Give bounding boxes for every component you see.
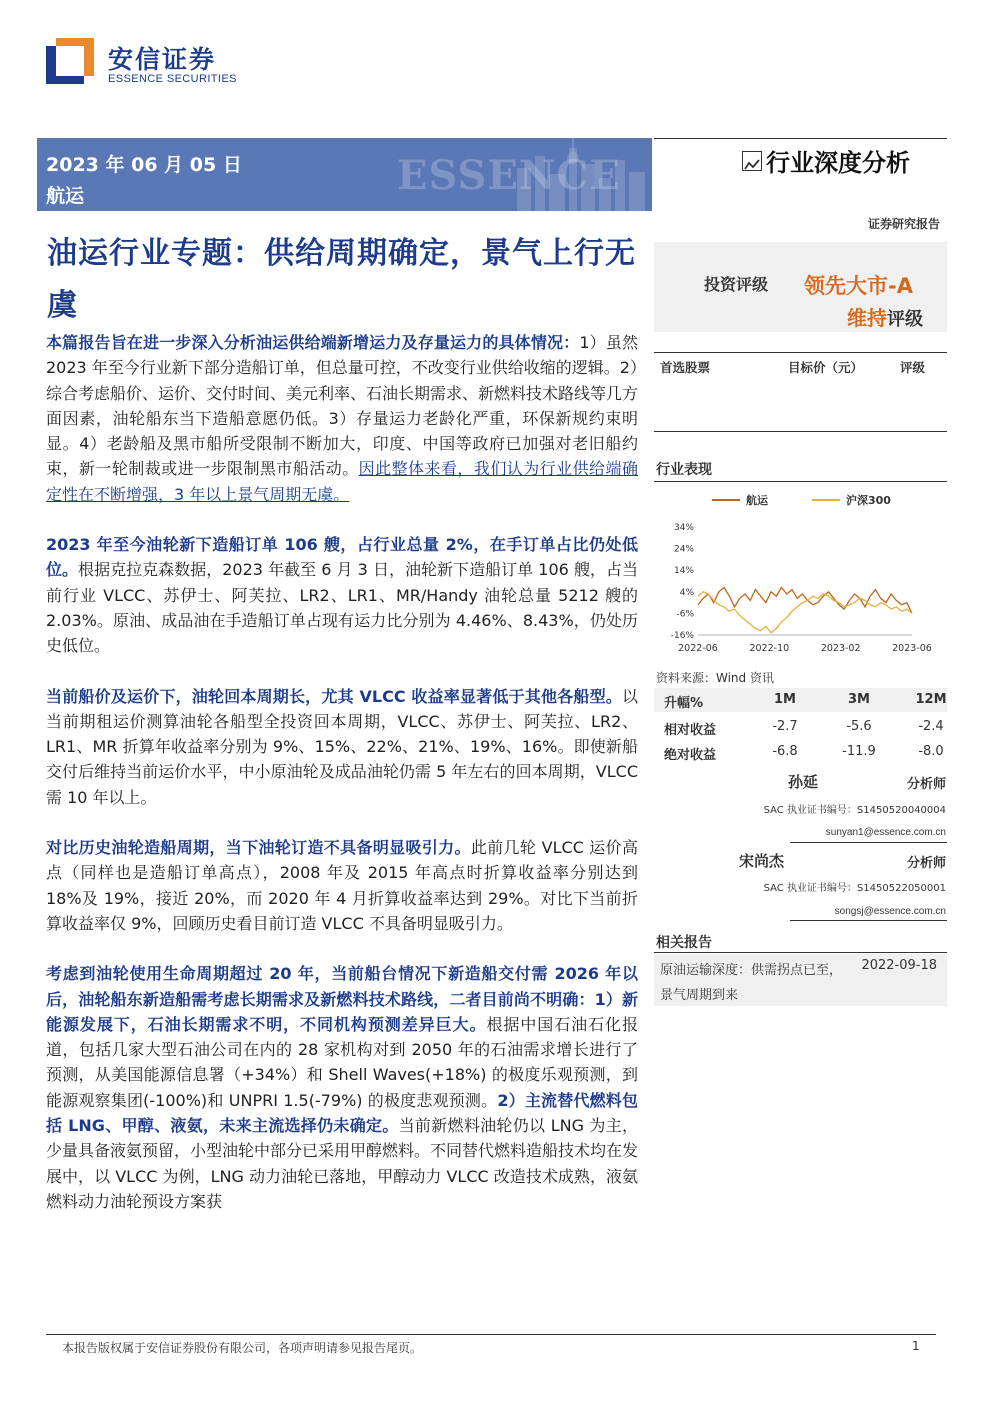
rating-value: 领先大市-A — [804, 274, 913, 298]
trend-chart-icon — [742, 151, 762, 171]
rating-maintain-prefix: 维持 — [847, 306, 887, 330]
report-title: 油运行业专题：供给周期确定，景气上行无虞 — [47, 236, 636, 323]
analyst-role: 分析师 — [906, 777, 946, 792]
footer-divider — [46, 1334, 936, 1335]
paragraph-text: 根据克拉克森数据，2023 年截至 6 月 3 日，油轮新下造船订单 106 艘，占当前行业 VLCC、苏伊士、阿芙拉、LR2、LR1、MR/Handy 油轮总量 5212 艘的 2.03%。原油、成品油在手造船订单占现有运力比分别为 4.46%、8.43%，仍处历史低位。 — [46, 560, 638, 656]
perf-cell: -5.6 — [846, 719, 872, 734]
paragraph-text: 1）虽然 2023 年至今行业新下部分造船订单，但总量可控，不改变行业供给收缩的逻辑。2）综合考虑船价、运价、交付时间、美元利率、石油长期需求、新燃料技术路线等几方面因素，油轮船东当下造船意愿仍低。3）存量运力老龄化严重，环保新规约束明显。4）老龄船及黑市船所受限制不断加大，印度、中国等政府已加强对老旧船约束，新一轮制裁或进一步限制黑市船活动。 — [46, 333, 639, 479]
report-date: 2023 年 06 月 05 日 — [46, 154, 242, 176]
analyst-role: 分析师 — [906, 856, 946, 871]
body-paragraph — [46, 330, 638, 507]
analyst-email[interactable]: sunyan1@essence.com.cn — [825, 827, 946, 838]
analyst-name: 孙延 — [788, 773, 819, 791]
stock-col-target: 目标价（元） — [788, 360, 864, 375]
paragraph-text-2: 当前新燃料油轮仍以 LNG 为主，少量具备液氨预留，小型油轮中部分已采用甲醇燃料。不同替代燃料造船技术均在发展中，以 VLCC 为例，LNG 动力油轮已落地，甲醇动力 VLCC 改造技术成熟，液氨燃料动力油轮预设方案获 — [46, 1116, 639, 1211]
related-section-title: 相关报告 — [656, 935, 712, 951]
y-tick-label: -16% — [670, 631, 694, 641]
analyst-divider — [790, 842, 947, 843]
stock-table-bottom-line — [654, 431, 947, 432]
footer-disclaimer: 本报告版权属于安信证券股份有限公司，各项声明请参见报告尾页。 — [62, 1341, 423, 1355]
paragraph-text: 此前几轮 VLCC 运价高点（同样也是造船订单高点），2008 年及 2015 年高点时折算收益率分别达到 18%及 19%，接近 20%，而 2020 年 4 月折算收益率达到 29%。对比下当前折算收益率仅 9%，回顾历史看目前订造 VLCC 不具备明显吸引力。 — [46, 838, 638, 933]
body-paragraph — [46, 961, 638, 1214]
report-body — [46, 330, 638, 1239]
report-type — [742, 143, 910, 178]
y-tick-label: -6% — [676, 609, 694, 620]
logo-name-cn: 安信证券 — [108, 45, 217, 74]
analyst-name: 宋尚杰 — [739, 852, 785, 870]
legend-label: 航运 — [746, 494, 768, 507]
perf-cell: -11.9 — [842, 744, 876, 759]
logo — [46, 38, 246, 92]
header-divider — [654, 138, 947, 139]
y-tick-label: 14% — [673, 566, 694, 577]
x-tick-label: 2023-06 — [892, 643, 932, 654]
y-tick-label: 4% — [679, 587, 694, 598]
related-report-date: 2022-09-18 — [861, 958, 937, 973]
table-row — [654, 740, 947, 764]
paragraph-lead-2: 2）主流替代燃料包括 LNG、甲醇、液氨，未来主流选择仍未确定。 — [46, 1090, 638, 1136]
x-tick-label: 2023-02 — [820, 643, 861, 654]
analyst-cert: SAC 执业证书编号：S1450520040004 — [763, 805, 946, 816]
x-tick-label: 2022-06 — [678, 643, 718, 654]
analyst-cert: SAC 执业证书编号：S1450522050001 — [763, 883, 946, 894]
perf-section-title: 行业表现 — [656, 462, 712, 478]
y-tick-label: 24% — [673, 544, 694, 555]
report-sector: 航运 — [46, 185, 85, 207]
stock-col-rating: 评级 — [900, 360, 926, 375]
paragraph-lead: 考虑到油轮使用生命周期超过 20 年，当前船台情况下新造船交付需 2026 年以后，油轮船东新造船需考虑长期需求及新燃料技术路线，二者目前尚不明确：1）新能源发展下，石油长期需求不明，不同机构预测差异巨大。 — [46, 964, 638, 1034]
analyst-divider — [790, 920, 947, 921]
legend-label: 沪深300 — [846, 494, 891, 507]
page-number: 1 — [912, 1339, 920, 1353]
perf-cell: -2.4 — [918, 719, 944, 734]
band-watermark: ESSENCE — [397, 152, 621, 199]
report-type-label: 行业深度分析 — [766, 149, 910, 177]
body-paragraph — [46, 684, 638, 810]
body-paragraph — [46, 532, 638, 658]
industry-performance-chart — [654, 487, 947, 662]
perf-row-label: 相对收益 — [664, 723, 717, 738]
perf-divider — [654, 481, 947, 482]
body-paragraph — [46, 835, 638, 936]
report-subtype: 证券研究报告 — [867, 217, 940, 231]
perf-row-label: 绝对收益 — [664, 748, 717, 763]
rating-maintain — [847, 302, 923, 331]
perf-header-12m: 12M — [915, 692, 947, 707]
perf-cell: -8.0 — [918, 744, 944, 759]
related-report-item[interactable] — [654, 954, 947, 1006]
y-tick-label: 34% — [673, 523, 694, 533]
rating-label: 投资评级 — [704, 275, 769, 294]
stock-table-top-line — [654, 352, 947, 353]
paragraph-conclusion: 因此整体来看，我们认为行业供给端确定性在不断增强，3 年以上景气周期无虞。 — [46, 459, 638, 504]
perf-header-label: 升幅% — [664, 696, 704, 711]
stock-col-name: 首选股票 — [660, 360, 711, 375]
paragraph-lead: 当前船价及运价下，油轮回本周期长，尤其 VLCC 收益率显著低于其他各船型。 — [46, 686, 622, 706]
perf-header-1m: 1M — [774, 692, 796, 707]
related-report-title[interactable]: 原油运输深度：供需拐点已至，景气周期到来 — [660, 963, 843, 1003]
paragraph-text: 以当前期租运价测算油轮各船型全投资回本周期，VLCC、苏伊士、阿芙拉、LR2、LR1、MR 折算年收益率分别为 9%、15%、22%、21%、19%、16%。即使新船交付后维持当前运价水平，中小原油轮及成品油轮仍需 5 年左右的回本周期，VLCC 需 10 年以上。 — [46, 686, 638, 807]
table-row — [654, 715, 947, 739]
analyst-email[interactable]: songsj@essence.com.cn — [834, 906, 946, 917]
essence-logo-icon — [46, 38, 94, 88]
perf-cell: -2.7 — [772, 719, 798, 734]
chart-source: 资料来源：Wind 资讯 — [656, 671, 774, 685]
series-line — [698, 588, 912, 614]
logo-name-en: ESSENCE SECURITIES — [108, 73, 237, 85]
perf-cell: -6.8 — [772, 744, 798, 759]
paragraph-lead: 对比历史油轮造船周期，当下油轮订造不具备明显吸引力。 — [46, 838, 471, 858]
perf-table-header — [654, 688, 947, 712]
x-tick-label: 2022-10 — [749, 643, 790, 654]
paragraph-lead: 本篇报告旨在进一步深入分析油运供给端新增运力及存量运力的具体情况： — [46, 333, 580, 352]
perf-header-3m: 3M — [848, 692, 870, 707]
rating-maintain-suffix: 评级 — [887, 309, 923, 330]
paragraph-text: 根据中国石油石化报道，包括几家大型石油公司在内的 28 家机构对到 2050 年的石油需求增长进行了预测，从美国能源信息署（+34%）和 Shell Waves(+18%) 的极度乐观预测，到能源观察集团(-100%)和 UNPRI 1.5(-79%) 的极度悲观预测。 — [46, 1014, 638, 1110]
paragraph-lead: 2023 年至今油轮新下造船订单 106 艘，占行业总量 2%，在手订单占比仍处低位。 — [46, 535, 638, 580]
related-divider — [654, 952, 947, 953]
header-band — [37, 138, 652, 211]
